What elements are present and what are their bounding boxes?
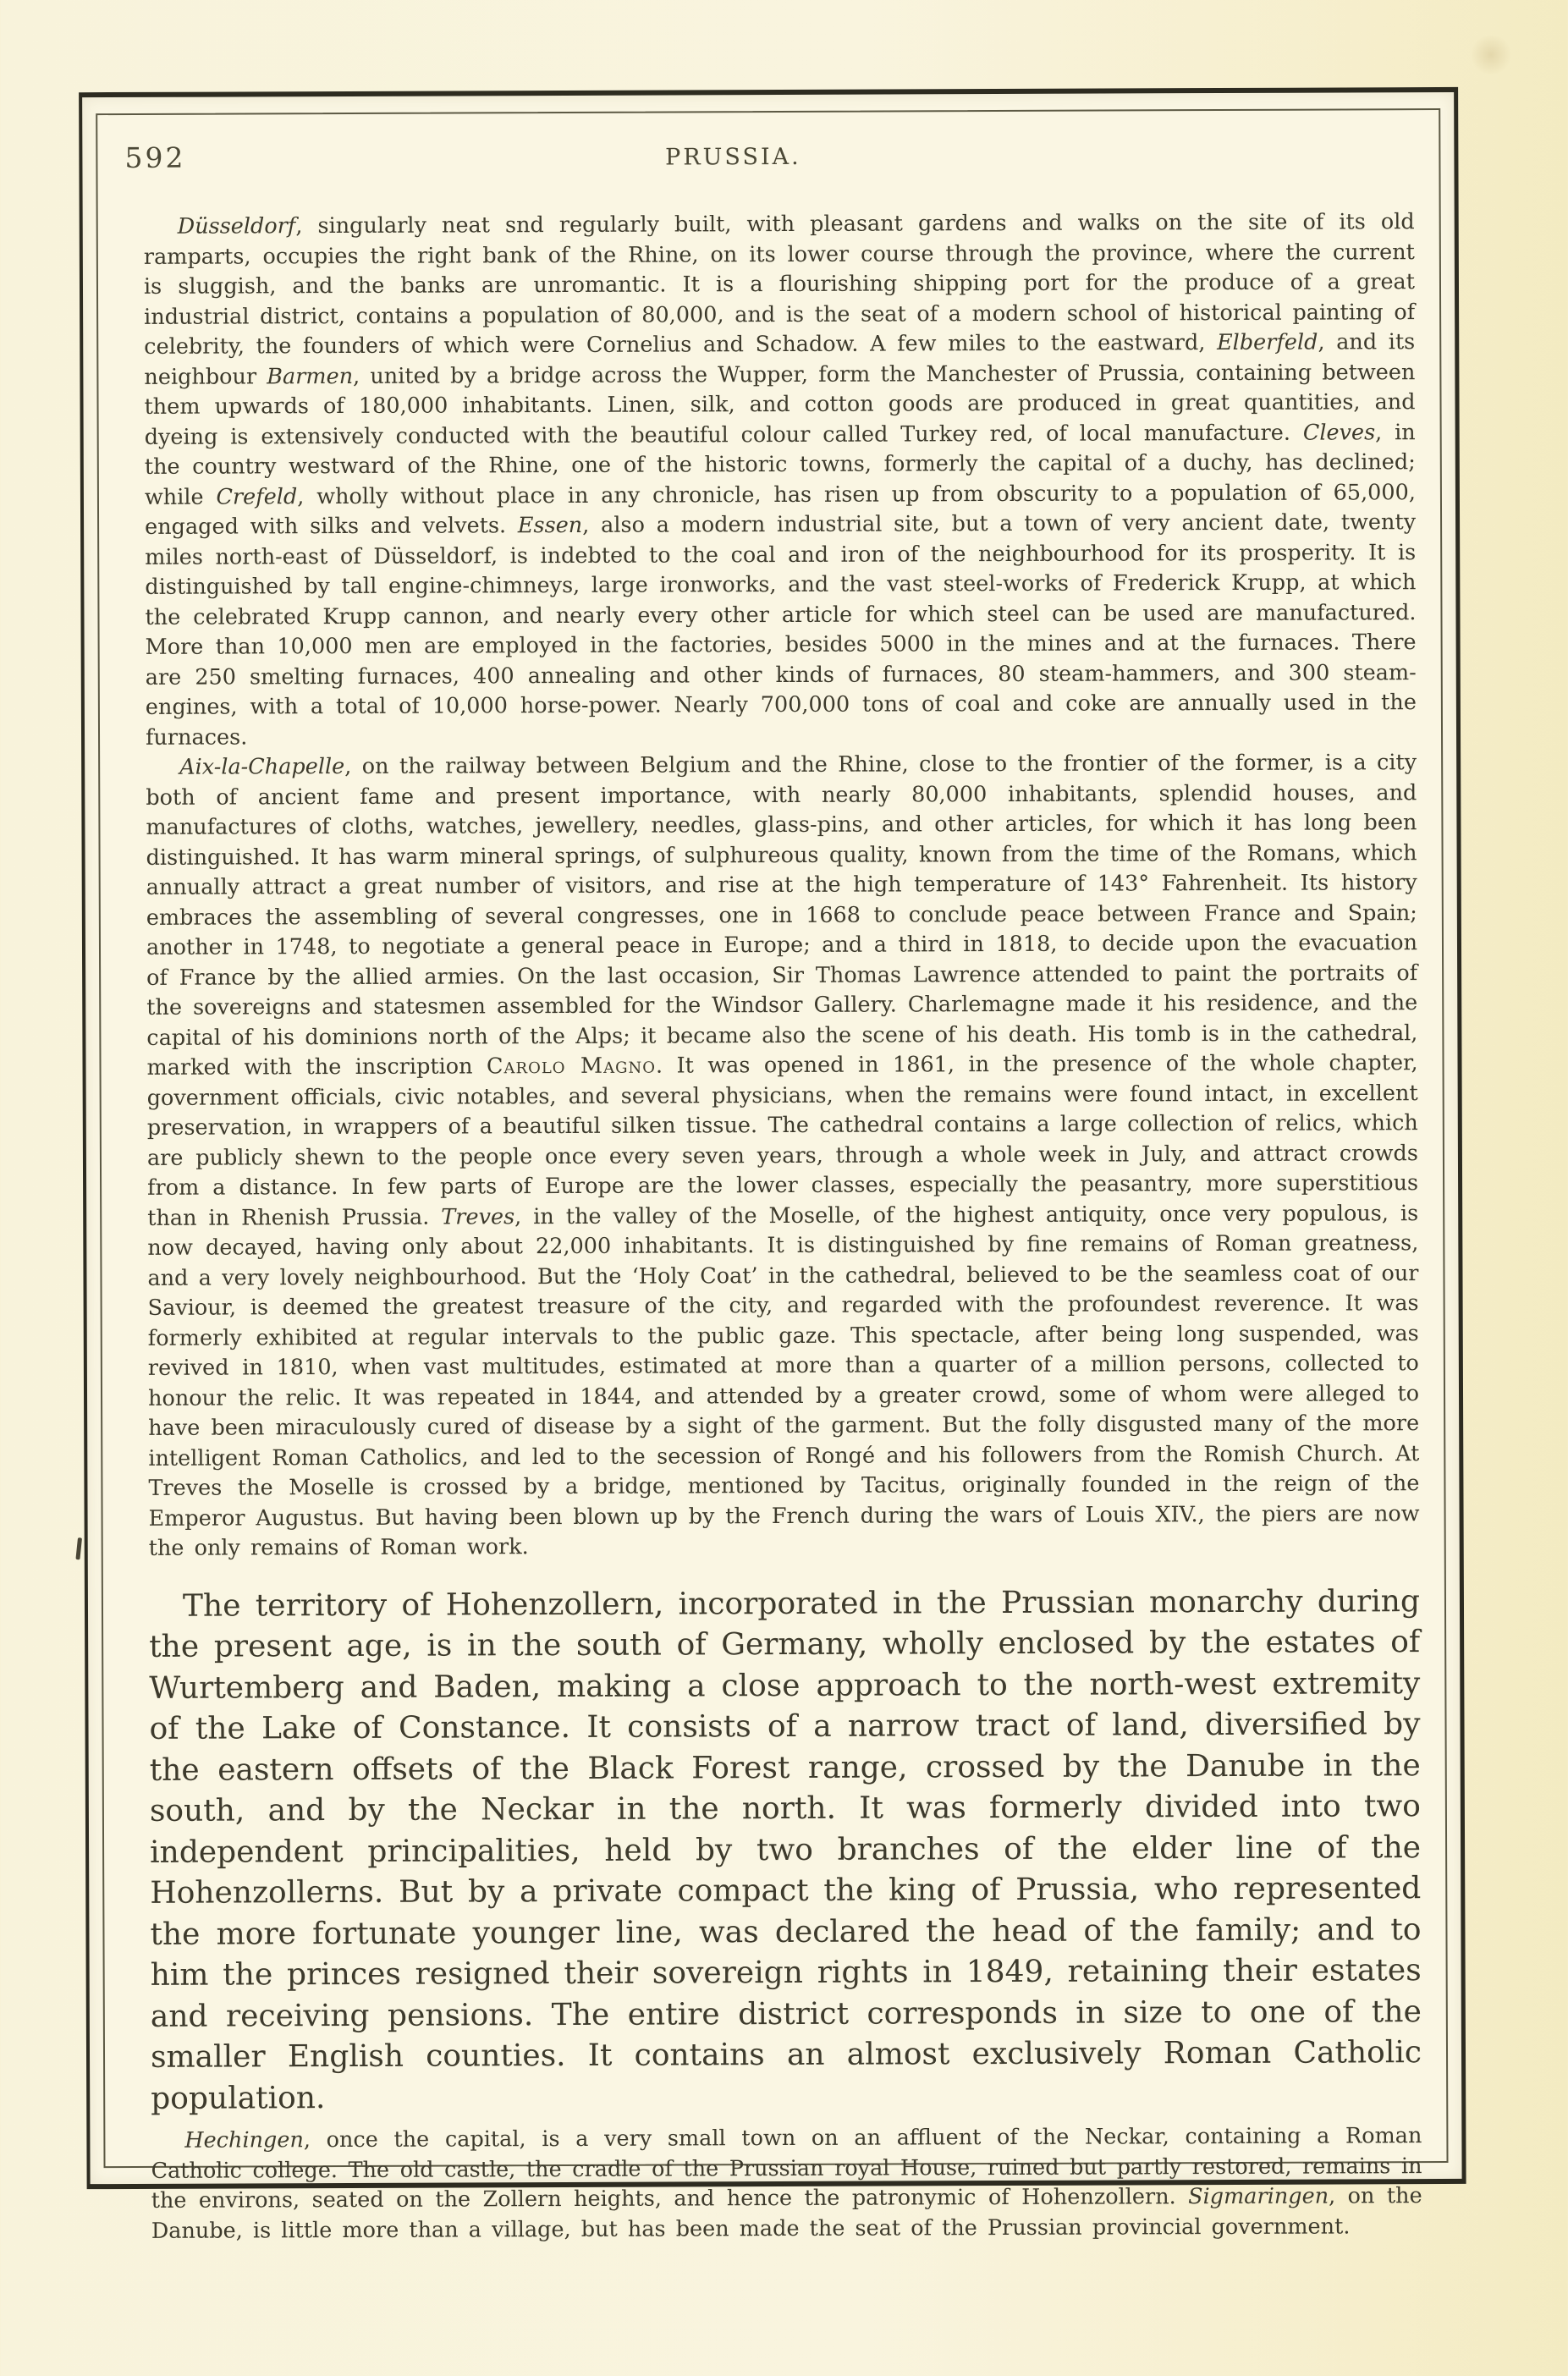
place-name: Crefeld (216, 483, 298, 510)
text-run: , also a modern industrial site, but a town of very ancient date, twenty miles north-east of Düsseldorf, is indebted to the coal and iron of the neighbourhood for its prosperity. It is distinguished by tall engine-chimneys, large ironworks, and the vast steel-works of Frederick Krupp, at which the celebrated Krupp cannon, and nearly every other article for which steel can be used are manufactured. More than 10,000 men are employed in the factories, besides 5000 in the mines and at the furnaces. There are 250 smelting furnaces, 400 annealing and other kinds of furnaces, 80 steam-hammers, and 300 steam-engines, with a total of 10,000 horse-power. Nearly 700,000 tons of coal and coke are annually used in the furnaces. (145, 509, 1417, 751)
text-run: , and its neighbour (144, 329, 1416, 390)
text-run: . It was opened in 1861, in the presence of the whole chapter, government officials, civic notables, and several physicians, when the remains were found intact, in excellent preservation, in wrappers of a beautiful silken tissue. The cathedral contains a large collection of relics, which are publicly shewn to the people once every seven years, through a whole week in July, and attract crowds from a distance. In few parts of Europe are the lower classes, especially the peasantry, more superstitious than in Rhenish Prussia. (146, 1050, 1419, 1231)
text-run: , singularly neat snd regularly built, with pleasant gardens and walks on the site of its old ramparts, occupies the right bank of the Rhine, on its lower course through the province, where the current is sluggish, and the banks are unromantic. It is a flourishing shipping port for the produce of a great industrial district, contains a population of 80,000, and is the seat of a modern school of historical painting of celebrity, the founders of which were Cornelius and Schadow. A few miles to the eastward, (143, 209, 1416, 360)
body-text (144, 207, 1422, 2247)
place-name: Essen (517, 512, 583, 539)
page-header (124, 131, 1414, 180)
place-name: Barmen (267, 363, 354, 389)
page-content (124, 131, 1422, 2247)
text-run: , on the railway between Belgium and the Rhine, close to the frontier of the former, is a city both of ancient fame and present importance, with nearly 80,000 inhabitants, splendid houses, and manufactures of cloths, watches, jewellery, needles, glass-pins, and other articles, for which it has long been distinguished. It has warm mineral springs, of sulphureous quality, known from the time of the Romans, which annually attract a great number of visitors, and rise at the high temperature of 143° Fahrenheit. Its history embraces the assembling of several congresses, one in 1668 to conclude peace between France and Spain; another in 1748, to negotiate a general peace in Europe; and a third in 1818, to decide upon the evacuation of France by the allied armies. On the last occasion, Sir Thomas Lawrence attended to paint the portraits of the sovereigns and statesmen assembled for the Windsor Gallery. Charlemagne made it his residence, and the capital of his dominions north of the Alps; it became also the scene of his death. His tomb is in the cathedral, marked with the inscription (146, 750, 1418, 1081)
place-name: Cleves (1302, 419, 1376, 446)
text-run: , once the capital, is a very small town on an affluent of the Neckar, containing a Roman Catholic college. The old castle, the cradle of the Prussian royal House, ruined but partly restored, remains in the environs, seated on the Zollern heights, and hence the patronymic of Hohenzollern. (151, 2123, 1422, 2214)
paper-stain (1469, 36, 1513, 74)
text-run: The territory of Hohenzollern, incorporated in the Prussian monarchy during the present age, is in the south of Germany, wholly enclosed by the estates of Wurtemberg and Baden, making a close approach to the north-west extremity of the Lake of Constance. It consists of a narrow tract of land, diversified by the eastern offsets of the Black Forest range, crossed by the Danube in the south, and by the Neckar in the north. It was formerly divided into two independent principalities, held by two branches of the elder line of the Hohenzollerns. But by a private compact the king of Prussia, who represented the more fortunate younger line, was declared the head of the family; and to him the princes resigned their sovereign rights in 1849, retaining their estates and receiving pensions. The entire district corresponds in size to one of the smaller English counties. It contains an almost exclusively Roman Catholic population. (149, 1583, 1422, 2116)
place-name: Aix-la-Chapelle (179, 753, 345, 780)
paragraph (146, 748, 1420, 1564)
text-run: , on the Danube, is little more than a village, but has been made the seat of the Prussian provincial government. (151, 2183, 1422, 2244)
text-run: , united by a bridge across the Wupper, form the Manchester of Prussia, containing between them upwards of 180,000 inhabitants. Linen, silk, and cotton goods are produced in great quantities, and dyeing is extensively conducted with the beautiful colour called Turkey red, of local manufacture. (144, 359, 1416, 450)
text-run: , wholly without place in any chronicle, has risen up from obscurity to a population of 65,000, engaged with silks and velvets. (145, 479, 1416, 540)
text-run: , in the country westward of the Rhine, one of the historic towns, formerly the capital of a duchy, has declined; while (144, 419, 1416, 510)
text-run: , in the valley of the Moselle, of the highest antiquity, once very populous, is now decayed, having only about 22,000 inhabitants. It is distinguished by fine remains of Roman greatness, and a very lovely neighbourhood. But the ‘Holy Coat’ in the cathedral, believed to be the seamless coat of our Saviour, is deemed the greatest treasure of the city, and regarded with the profoundest reverence. It was formerly exhibited at regular intervals to the public gaze. This spectacle, after being long suspended, was revived in 1810, when vast multitudes, estimated at more than a quarter of a million persons, collected to honour the relic. It was repeated in 1844, and attended by a greater crowd, some of whom were alleged to have been miraculously cured of disease by a sight of the garment. But the folly disgusted many of the more intelligent Roman Catholics, and led to the secession of Rongé and his followers from the Romish Church. At Treves the Moselle is crossed by a bridge, mentioned by Tacitus, originally founded in the reign of the Emperor Augustus. But having been blown up by the French during the wars of Louis XIV., the piers are now the only remains of Roman work. (147, 1200, 1420, 1561)
page-number: 592 (124, 140, 186, 174)
place-name: Sigmaringen (1188, 2183, 1329, 2210)
place-name: Elberfeld (1216, 329, 1318, 356)
place-name: Hechingen (184, 2127, 304, 2153)
place-name: Treves (441, 1203, 515, 1230)
paragraph (149, 1581, 1422, 2120)
paragraph (144, 207, 1417, 753)
running-title: PRUSSIA. (665, 143, 801, 171)
place-name: Düsseldorf (177, 213, 296, 239)
inscription: Carolo Magno (486, 1053, 657, 1080)
paragraph (151, 2121, 1422, 2247)
ink-mark (75, 1537, 82, 1559)
